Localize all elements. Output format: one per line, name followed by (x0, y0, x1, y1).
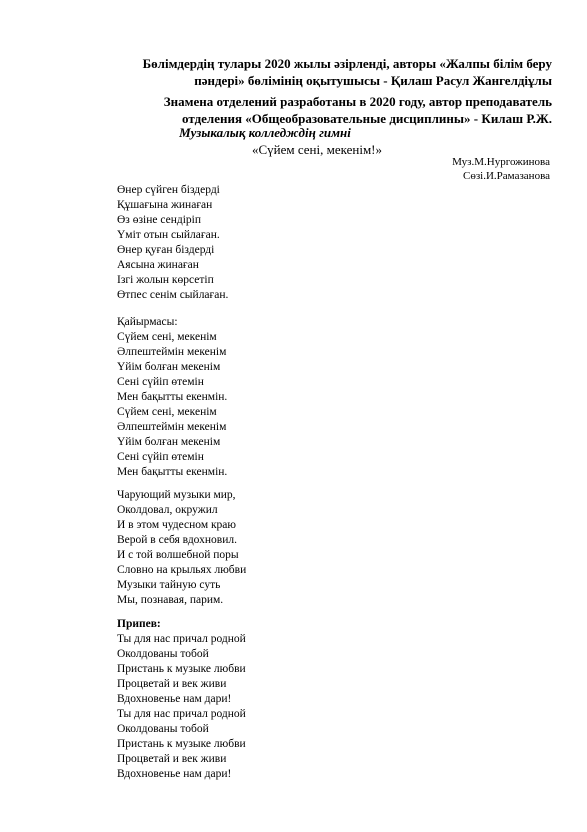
chorus-line: Үйім болған мекенім (117, 436, 221, 448)
chorus-line: Процветай и век живи (117, 678, 227, 690)
verse-line: Өз өзіне сендіріп (117, 214, 201, 226)
chorus-line: Мен бақытты екенмін. (117, 466, 228, 478)
chorus-label: Қайырмасы: (117, 316, 178, 328)
chorus-line: Ты для нас причал родной (117, 708, 246, 720)
chorus-line: Ты для нас причал родной (117, 633, 246, 645)
chorus-line: Околдованы тобой (117, 648, 209, 660)
anthem-title: Музыкалық колледждің гимні (179, 125, 351, 140)
chorus-line: Сүйем сені, мекенім (117, 331, 217, 343)
verse-line: Өнер қуған біздерді (117, 244, 215, 256)
kazakh-header-line-2: пәндері» бөлімінің оқытушысы - Қилаш Расул Жангелдіұлы (194, 73, 552, 88)
chorus-line: Сені сүйіп өтемін (117, 376, 204, 388)
lyrics-credit: Сөзі.И.Рамазанова (463, 170, 550, 182)
verse-line: Аясына жинаған (117, 259, 199, 271)
russian-header-line-2: отделения «Общеобразовательные дисциплины» - Килаш Р.Ж. (182, 111, 552, 126)
verse-line: И с той волшебной поры (117, 549, 239, 561)
chorus-line: Пристань к музыке любви (117, 738, 246, 750)
kazakh-verse (117, 183, 228, 303)
chorus-line: Сені сүйіп өтемін (117, 451, 204, 463)
verse-line: Мы, познавая, парим. (117, 594, 224, 606)
verse-line: Околдовал, окружил (117, 504, 218, 516)
verse-line: Ізгі жолын көрсетіп (117, 274, 214, 286)
anthem-subtitle: «Сүйем сені, мекенім!» (251, 142, 383, 157)
russian-header-line-1: Знамена отделений разработаны в 2020 году, автор преподаватель (163, 94, 552, 109)
russian-chorus (117, 617, 246, 782)
chorus-line: Вдохновенье нам дари! (117, 693, 232, 705)
verse-line: Музыки тайную суть (117, 579, 221, 591)
chorus-line: Пристань к музыке любви (117, 663, 246, 675)
verse-line: Құшағына жинаған (117, 199, 213, 211)
chorus-line: Мен бақытты екенмін. (117, 391, 228, 403)
verse-line: Үміт отын сыйлаған. (117, 229, 220, 241)
kazakh-chorus (117, 315, 227, 480)
chorus-line: Әлпештеймін мекенім (117, 421, 227, 433)
verse-line: Словно на крыльях любви (117, 564, 247, 576)
chorus-line: Сүйем сені, мекенім (117, 406, 217, 418)
music-credit: Муз.М.Нургожинова (452, 156, 550, 168)
verse-line: Өнер сүйген біздерді (117, 184, 220, 196)
chorus-line: Үйім болған мекенім (117, 361, 221, 373)
kazakh-header-line-1: Бөлімдердің тулары 2020 жылы әзірленді, авторы «Жалпы білім беру (142, 56, 552, 71)
verse-line: Верой в себя вдохновил. (117, 534, 237, 546)
russian-verse (117, 488, 246, 608)
verse-line: Өтпес сенім сыйлаған. (117, 289, 229, 301)
chorus-line: Околдованы тобой (117, 723, 209, 735)
verse-line: Чарующий музыки мир, (117, 489, 236, 501)
russian-header (60, 93, 552, 127)
verse-line: И в этом чудесном краю (117, 519, 237, 531)
chorus-label: Припев: (117, 618, 161, 630)
chorus-line: Әлпештеймін мекенім (117, 346, 227, 358)
kazakh-header (60, 55, 552, 89)
chorus-line: Вдохновенье нам дари! (117, 768, 232, 780)
chorus-line: Процветай и век живи (117, 753, 227, 765)
